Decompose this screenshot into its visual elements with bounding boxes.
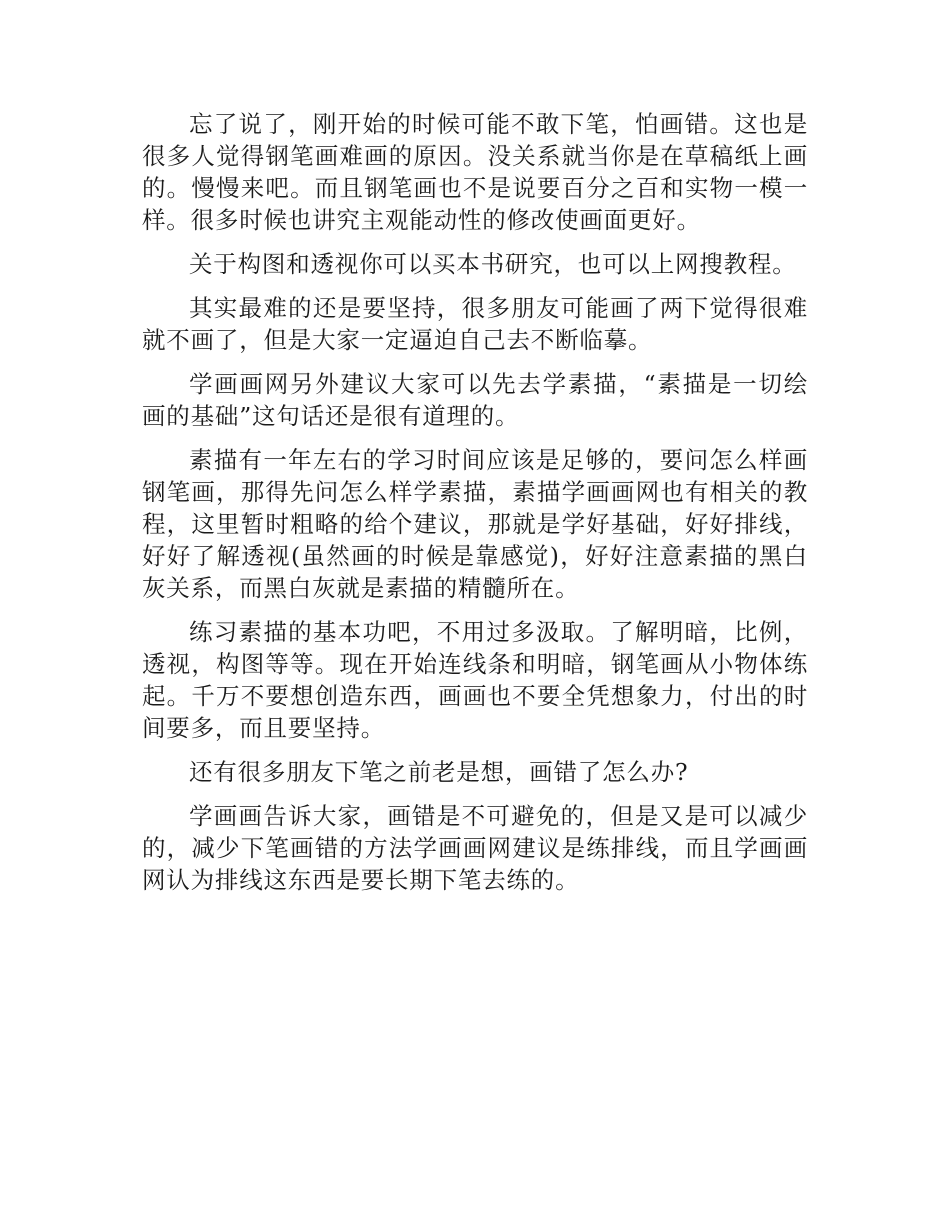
paragraph-4: 学画画网另外建议大家可以先去学素描，“素描是一切绘画的基础”这句话还是很有道理的。: [142, 370, 808, 430]
paragraph-8: 学画画告诉大家，画错是不可避免的，但是又是可以减少的，减少下笔画错的方法学画画网建议是练排线，而且学画画网认为排线这东西是要长期下笔去练的。: [142, 802, 808, 894]
paragraph-6: 练习素描的基本功吧，不用过多汲取。了解明暗，比例，透视，构图等等。现在开始连线条和明暗，钢笔画从小物体练起。千万不要想创造东西，画画也不要全凭想象力，付出的时间要多，而且要坚持。: [142, 618, 808, 742]
document-body: [142, 108, 808, 908]
paragraph-1: 忘了说了，刚开始的时候可能不敢下笔，怕画错。这也是很多人觉得钢笔画难画的原因。没关系就当你是在草稿纸上画的。慢慢来吧。而且钢笔画也不是说要百分之百和实物一模一样。很多时候也讲究主观能动性的修改使画面更好。: [142, 110, 808, 234]
paragraph-7: 还有很多朋友下笔之前老是想，画错了怎么办?: [189, 758, 689, 786]
paragraph-5: 素描有一年左右的学习时间应该是足够的，要问怎么样画钢笔画，那得先问怎么样学素描，素描学画画网也有相关的教程，这里暂时粗略的给个建议，那就是学好基础，好好排线，好好了解透视(虽然画的时候是靠感觉)，好好注意素描的黑白灰关系，而黑白灰就是素描的精髓所在。: [142, 446, 808, 602]
paragraph-3: 其实最难的还是要坚持，很多朋友可能画了两下觉得很难就不画了，但是大家一定逼迫自己去不断临摹。: [142, 294, 808, 354]
paragraph-2: 关于构图和透视你可以买本书研究，也可以上网搜教程。: [189, 250, 797, 278]
